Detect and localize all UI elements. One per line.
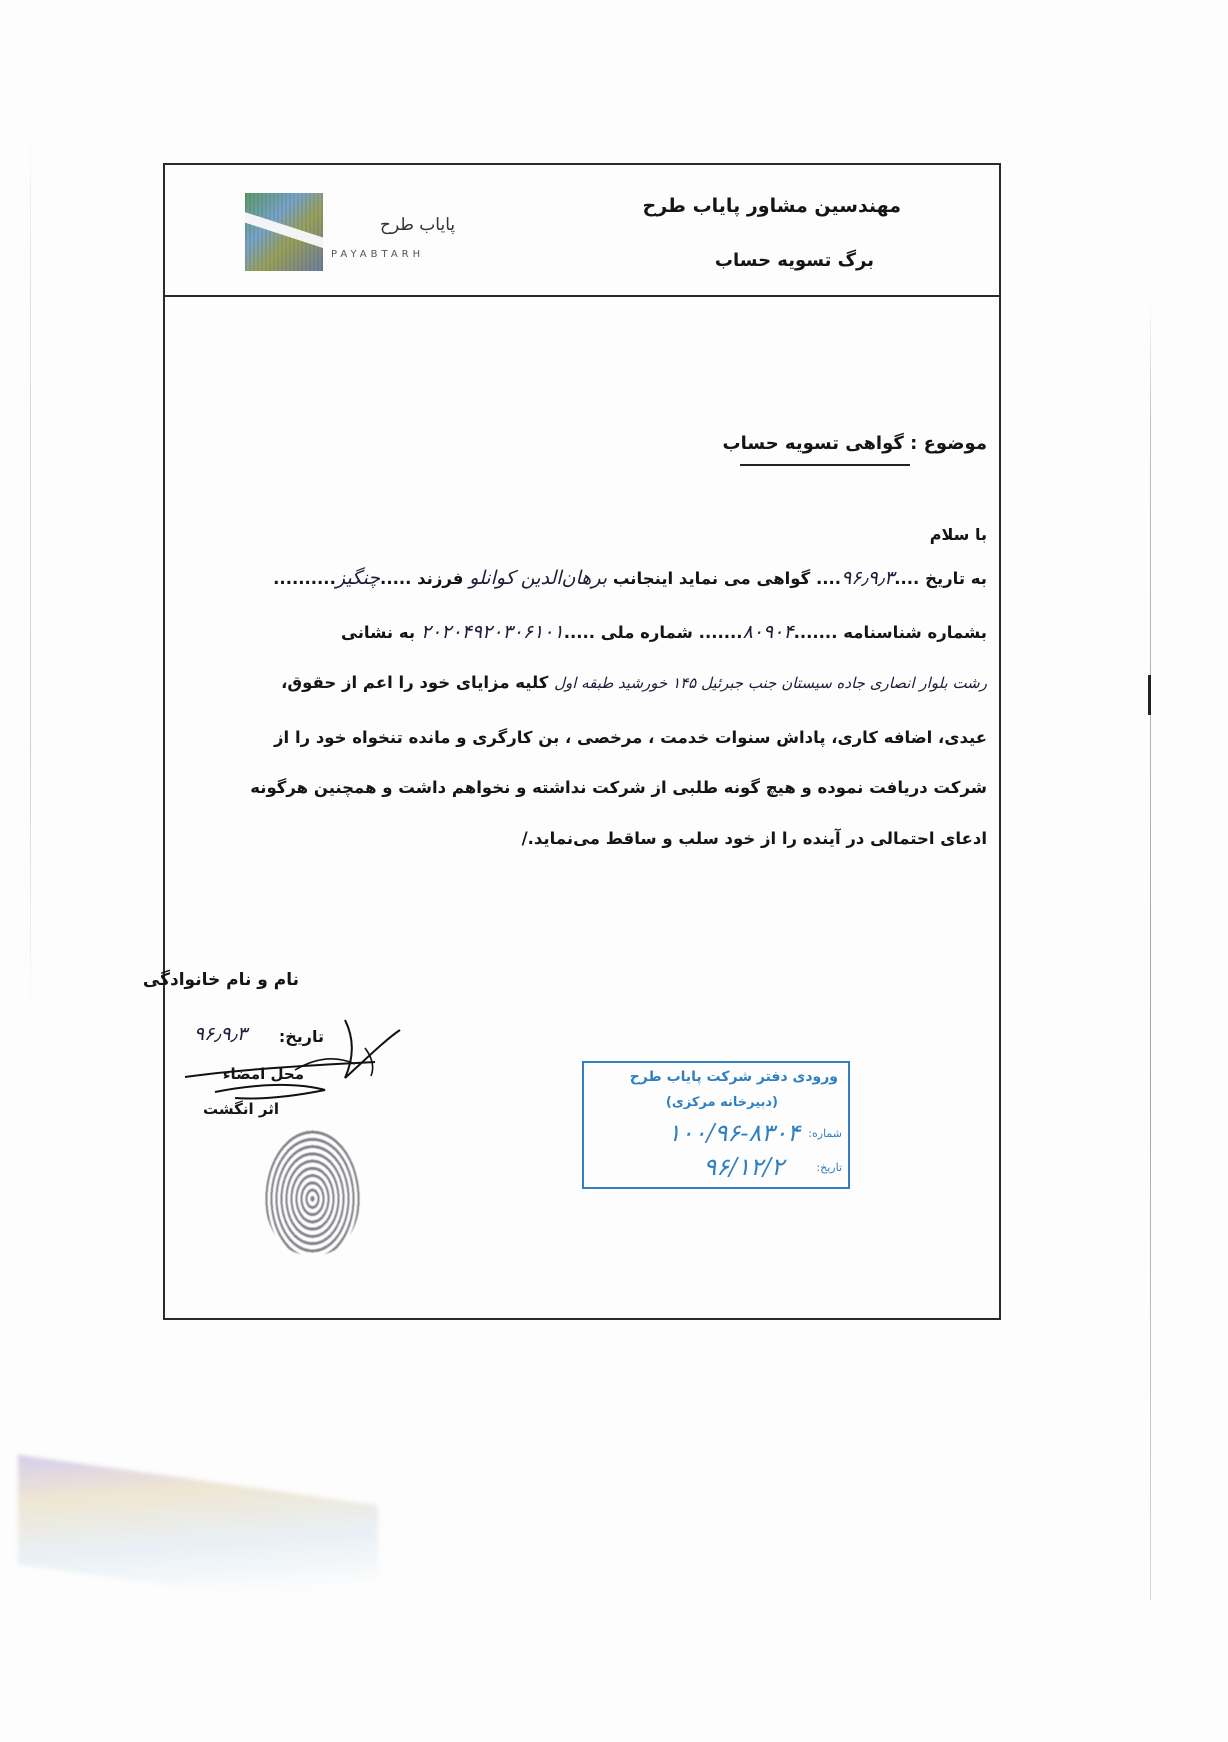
handwritten-address: رشت بلوار انصاری جاده سیستان جنب جبرئیل ۱۴۵ خورشید طبقه اول	[554, 674, 987, 692]
subject-underline	[740, 464, 910, 466]
stamp-number-label: شماره:	[808, 1127, 842, 1140]
handwritten-signature	[175, 1000, 435, 1120]
body-line-1: به تاریخ ....۹۶٫۹٫۳.... گواهی می نماید اینجانب برهان‌الدین کوانلو فرزند .....چنگیز..........	[273, 567, 987, 589]
scan-smudge	[18, 1455, 378, 1616]
body-line-6: ادعای احتمالی در آینده را از خود سلب و ساقط می‌نماید./	[521, 829, 987, 848]
signature-date-value: ۹۶٫۹٫۳	[193, 1023, 247, 1045]
body-line-3: رشت بلوار انصاری جاده سیستان جنب جبرئیل ۱۴۵ خورشید طبقه اول کلیه مزایای خود را اعم از حقوق،	[281, 673, 987, 692]
company-name: مهندسین مشاور پایاب طرح	[642, 195, 901, 217]
receipt-stamp	[582, 1061, 850, 1189]
greeting: با سلام	[929, 525, 987, 544]
fingerprint-label: اثر انگشت	[203, 1100, 279, 1118]
logo-text-en: PAYABTARH	[331, 249, 425, 260]
logo-text-fa: پایاب طرح	[380, 215, 456, 235]
body-line-4: عیدی، اضافه کاری، پاداش سنوات خدمت ، مرخصی ، بن کارگری و مانده تنخواه خود را از	[274, 728, 987, 747]
sign-place-label: محل امضاء	[222, 1065, 304, 1083]
scan-mark	[1148, 675, 1151, 715]
handwritten-name: برهان‌الدین کوانلو	[469, 567, 608, 589]
body-line-2: بشماره شناسنامه .......۸۰۹۰۴....... شماره ملی .....۲۰۲۰۴۹۲۰۳۰۶۱۰۱ به نشانی	[341, 621, 987, 643]
scan-artifact-left	[30, 120, 31, 1020]
stamp-number-value: ۱۰۰/۹۶-۸۳۰۴	[667, 1119, 800, 1147]
handwritten-national-id: ۲۰۲۰۴۹۲۰۳۰۶۱۰۱	[420, 621, 564, 643]
stamp-date-label: تاریخ:	[816, 1161, 842, 1174]
handwritten-date: ۹۶٫۹٫۳	[841, 567, 895, 589]
handwritten-father-name: چنگیز	[335, 567, 381, 589]
company-logo	[245, 193, 485, 275]
header-divider	[165, 295, 999, 297]
fullname-label: نام و نام خانوادگی	[142, 970, 299, 990]
handwritten-id-number: ۸۰۹۰۴	[742, 621, 794, 643]
stamp-date-value: ۹۶/۱۲/۲	[703, 1153, 784, 1181]
body-line-5: شرکت دریافت نموده و هیچ گونه طلبی از شرکت نداشته و نخواهم داشت و همچنین هرگونه	[250, 778, 987, 797]
subject-line: موضوع : گواهی تسویه حساب	[722, 433, 987, 454]
scan-artifact-right	[1150, 300, 1151, 1600]
fingerprint-image	[265, 1130, 360, 1255]
document-frame	[142, 163, 1001, 1320]
logo-mark	[245, 193, 323, 271]
form-title: برگ تسویه حساب	[714, 250, 874, 271]
stamp-subtitle: (دبیرخانه مرکزی)	[665, 1095, 778, 1110]
signature-date-label: تاریخ:	[278, 1027, 324, 1046]
stamp-title: ورودی دفتر شرکت پایاب طرح	[629, 1069, 838, 1085]
